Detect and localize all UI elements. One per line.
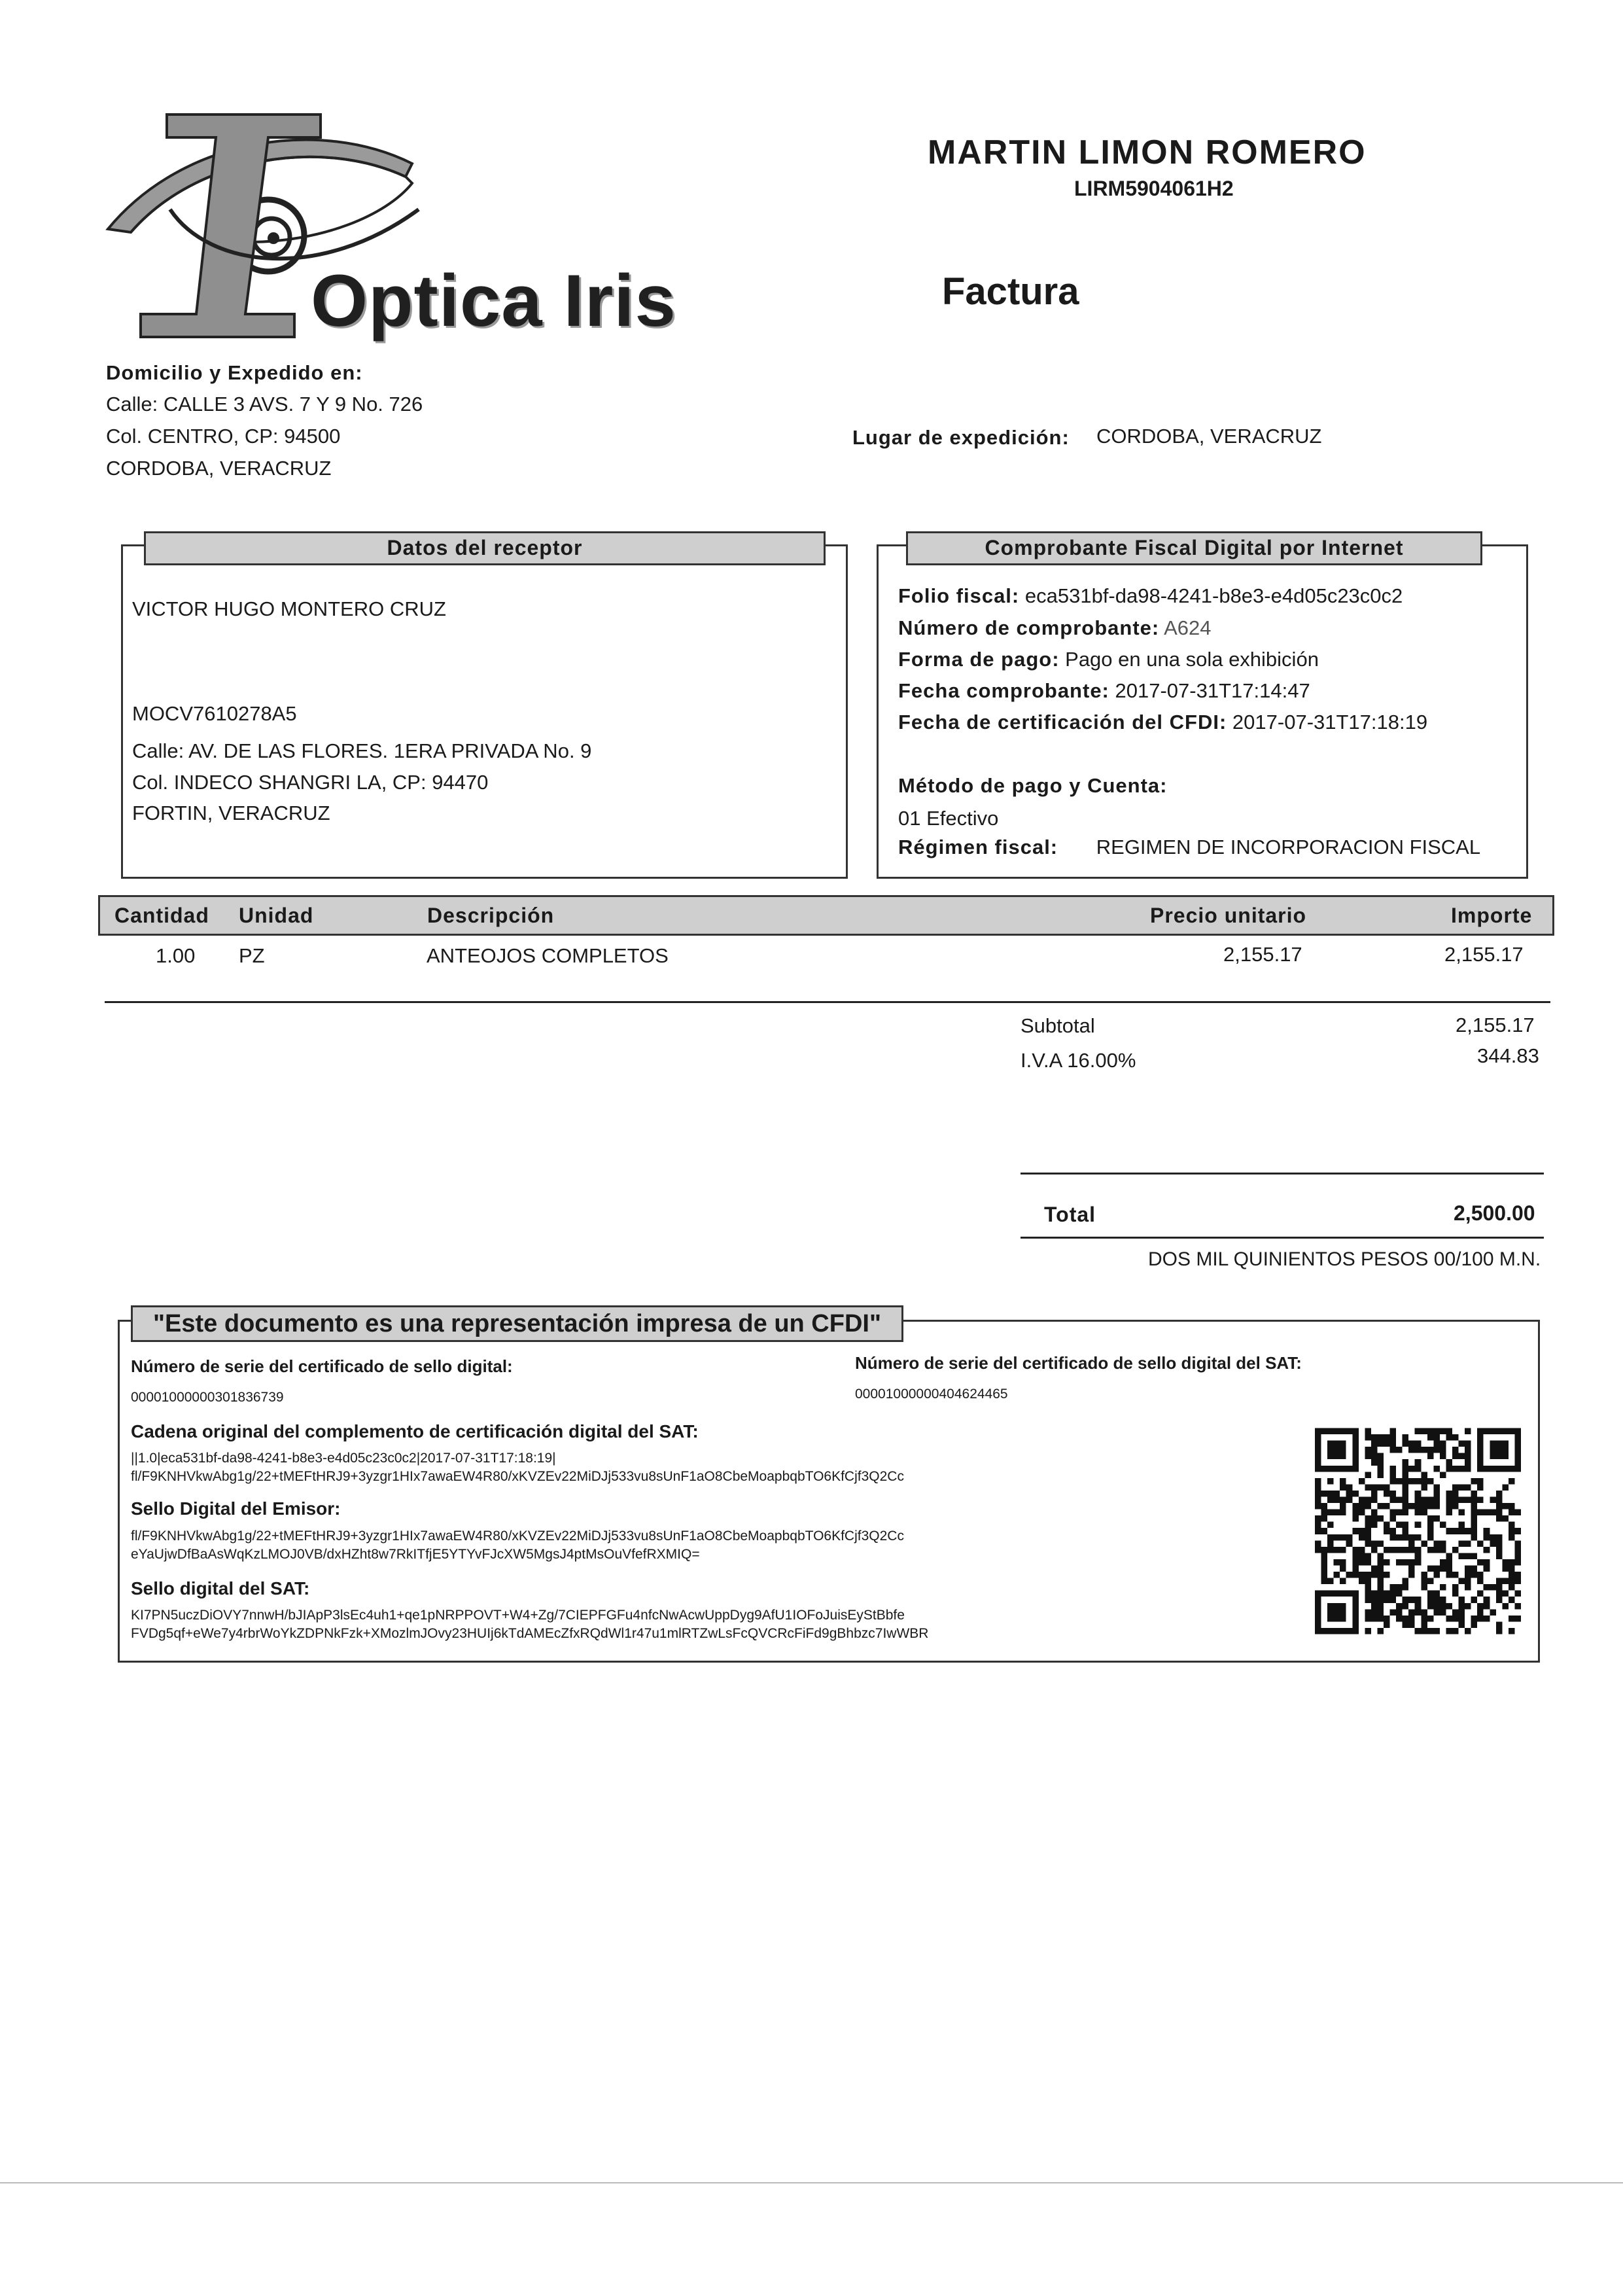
- sello-emisor-label: Sello Digital del Emisor:: [131, 1498, 341, 1519]
- receptor-title: Datos del receptor: [144, 531, 826, 565]
- receptor-rfc: MOCV7610278A5: [132, 702, 297, 725]
- lugar-expedicion-label: Lugar de expedición:: [852, 426, 1070, 449]
- row-descripcion: ANTEOJOS COMPLETOS: [427, 944, 669, 967]
- cert-sat-value: 00001000000404624465: [855, 1386, 1008, 1402]
- emisor-rfc: LIRM5904061H2: [1074, 177, 1234, 200]
- column-header-importe: Importe: [1451, 904, 1533, 927]
- column-header-unidad: Unidad: [239, 904, 314, 927]
- items-table-header: [98, 895, 1554, 936]
- regimen-fiscal: [898, 836, 1480, 859]
- total-value: 2,500.00: [1454, 1201, 1535, 1225]
- fecha-comprobante-label: Fecha comprobante:: [898, 679, 1109, 702]
- column-header-descripcion: Descripción: [427, 904, 555, 927]
- cert-sat-label: Número de serie del certificado de sello digital del SAT:: [855, 1353, 1302, 1373]
- cfdi-title: Comprobante Fiscal Digital por Internet: [906, 531, 1482, 565]
- column-header-cantidad: Cantidad: [114, 904, 209, 927]
- fecha-certificacion-label: Fecha de certificación del CFDI:: [898, 711, 1227, 733]
- receptor-name: VICTOR HUGO MONTERO CRUZ: [132, 597, 446, 620]
- page-edge-line: [0, 2182, 1623, 2183]
- document-title: Factura: [942, 270, 1079, 313]
- numero-comprobante: [898, 616, 1212, 640]
- emisor-address-line: CORDOBA, VERACRUZ: [106, 457, 332, 480]
- fecha-certificacion-value: 2017-07-31T17:18:19: [1232, 711, 1428, 733]
- subtotal-label: Subtotal: [1021, 1014, 1095, 1037]
- cadena-original-line: fl/F9KNHVkwAbg1g/22+tMEFtHRJ9+3yzgr1HIx7awaEW4R80/xKVZEv22MiDJj533vu8sUnF1aO8CbeMoapbqbTO6KfCjf3Q2Cc: [131, 1469, 904, 1484]
- folio-fiscal-value: eca531bf-da98-4241-b8e3-e4d05c23c0c2: [1024, 584, 1403, 607]
- cfdi-representation-title: "Este documento es una representación impresa de un CFDI": [131, 1305, 903, 1342]
- emisor-name: MARTIN LIMON ROMERO: [928, 133, 1367, 171]
- emisor-address-line: Col. CENTRO, CP: 94500: [106, 425, 341, 448]
- lugar-expedicion-value: CORDOBA, VERACRUZ: [1096, 425, 1322, 448]
- forma-pago: [898, 648, 1319, 671]
- sello-sat-line: KI7PN5uczDiOVY7nnwH/bJIApP3lsEc4uh1+qe1pNRPPOVT+W4+Zg/7CIEPFGFu4nfcNwAcwUppDyg9AfU1IOFoJuisEyStBbfe: [131, 1608, 905, 1623]
- total-label: Total: [1044, 1203, 1096, 1226]
- forma-pago-label: Forma de pago:: [898, 648, 1060, 671]
- numero-comprobante-value: A624: [1164, 616, 1212, 639]
- sello-emisor-line: eYaUjwDfBaAsWqKzLMOJ0VB/dxHZht8w7RkITfjE5YTYvFJcXW5MgsJ4ptMsOuVfefRXMIQ=: [131, 1547, 700, 1562]
- forma-pago-value: Pago en una sola exhibición: [1065, 648, 1319, 671]
- metodo-pago-label: Método de pago y Cuenta:: [898, 774, 1168, 797]
- total-divider-bottom: [1021, 1237, 1544, 1239]
- receptor-address-line: Col. INDECO SHANGRI LA, CP: 94470: [132, 771, 489, 794]
- fecha-comprobante: [898, 679, 1310, 703]
- items-divider: [105, 1001, 1550, 1003]
- subtotal-value: 2,155.17: [1456, 1014, 1535, 1036]
- sello-emisor-line: fl/F9KNHVkwAbg1g/22+tMEFtHRJ9+3yzgr1HIx7awaEW4R80/xKVZEv22MiDJj533vu8sUnF1aO8CbeMoapbqbTO6KfCjf3Q2Cc: [131, 1528, 904, 1544]
- qr-code: [1315, 1426, 1521, 1636]
- receptor-address-line: FORTIN, VERACRUZ: [132, 802, 330, 824]
- emisor-address-line: Calle: CALLE 3 AVS. 7 Y 9 No. 726: [106, 393, 423, 415]
- sello-emisor-value: [131, 1527, 904, 1564]
- domicilio-label: Domicilio y Expedido en:: [106, 361, 363, 384]
- fecha-comprobante-value: 2017-07-31T17:14:47: [1115, 679, 1310, 702]
- column-header-precio: Precio unitario: [1150, 904, 1307, 927]
- folio-fiscal-label: Folio fiscal:: [898, 584, 1020, 607]
- cert-emisor-label: Número de serie del certificado de sello digital:: [131, 1356, 513, 1376]
- iva-value: 344.83: [1477, 1044, 1539, 1067]
- sello-sat-label: Sello digital del SAT:: [131, 1578, 310, 1598]
- cadena-original-label: Cadena original del complemento de certificación digital del SAT:: [131, 1421, 699, 1441]
- row-importe: 2,155.17: [1444, 943, 1524, 966]
- row-cantidad: 1.00: [156, 944, 196, 967]
- total-divider-top: [1021, 1173, 1544, 1174]
- folio-fiscal: [898, 584, 1403, 608]
- sello-sat-line: FVDg5qf+eWe7y4rbrWoYkZDPNkFzk+XMozlmJOvy23HUIj6kTdAMEcZfxRQdWl1r47u1mlRTZwLsFcQVCRcFiFd9gBhbzc7IwWBR: [131, 1626, 929, 1641]
- sello-sat-value: [131, 1606, 928, 1643]
- cert-emisor-value: 00001000000301836739: [131, 1390, 284, 1405]
- logo-text: Optica Iris: [311, 260, 676, 342]
- metodo-pago-value: 01 Efectivo: [898, 807, 999, 830]
- receptor-address-line: Calle: AV. DE LAS FLORES. 1ERA PRIVADA No. 9: [132, 739, 592, 762]
- cadena-original-value: [131, 1449, 904, 1486]
- row-precio: 2,155.17: [1223, 943, 1302, 966]
- total-in-words: DOS MIL QUINIENTOS PESOS 00/100 M.N.: [1148, 1248, 1541, 1270]
- iva-label: I.V.A 16.00%: [1021, 1049, 1136, 1072]
- cadena-original-line: ||1.0|eca531bf-da98-4241-b8e3-e4d05c23c0c2|2017-07-31T17:18:19|: [131, 1451, 556, 1466]
- regimen-fiscal-label: Régimen fiscal:: [898, 836, 1058, 858]
- numero-comprobante-label: Número de comprobante:: [898, 616, 1160, 639]
- row-unidad: PZ: [239, 944, 265, 967]
- fecha-certificacion: [898, 711, 1427, 734]
- regimen-fiscal-value: REGIMEN DE INCORPORACION FISCAL: [1096, 836, 1481, 858]
